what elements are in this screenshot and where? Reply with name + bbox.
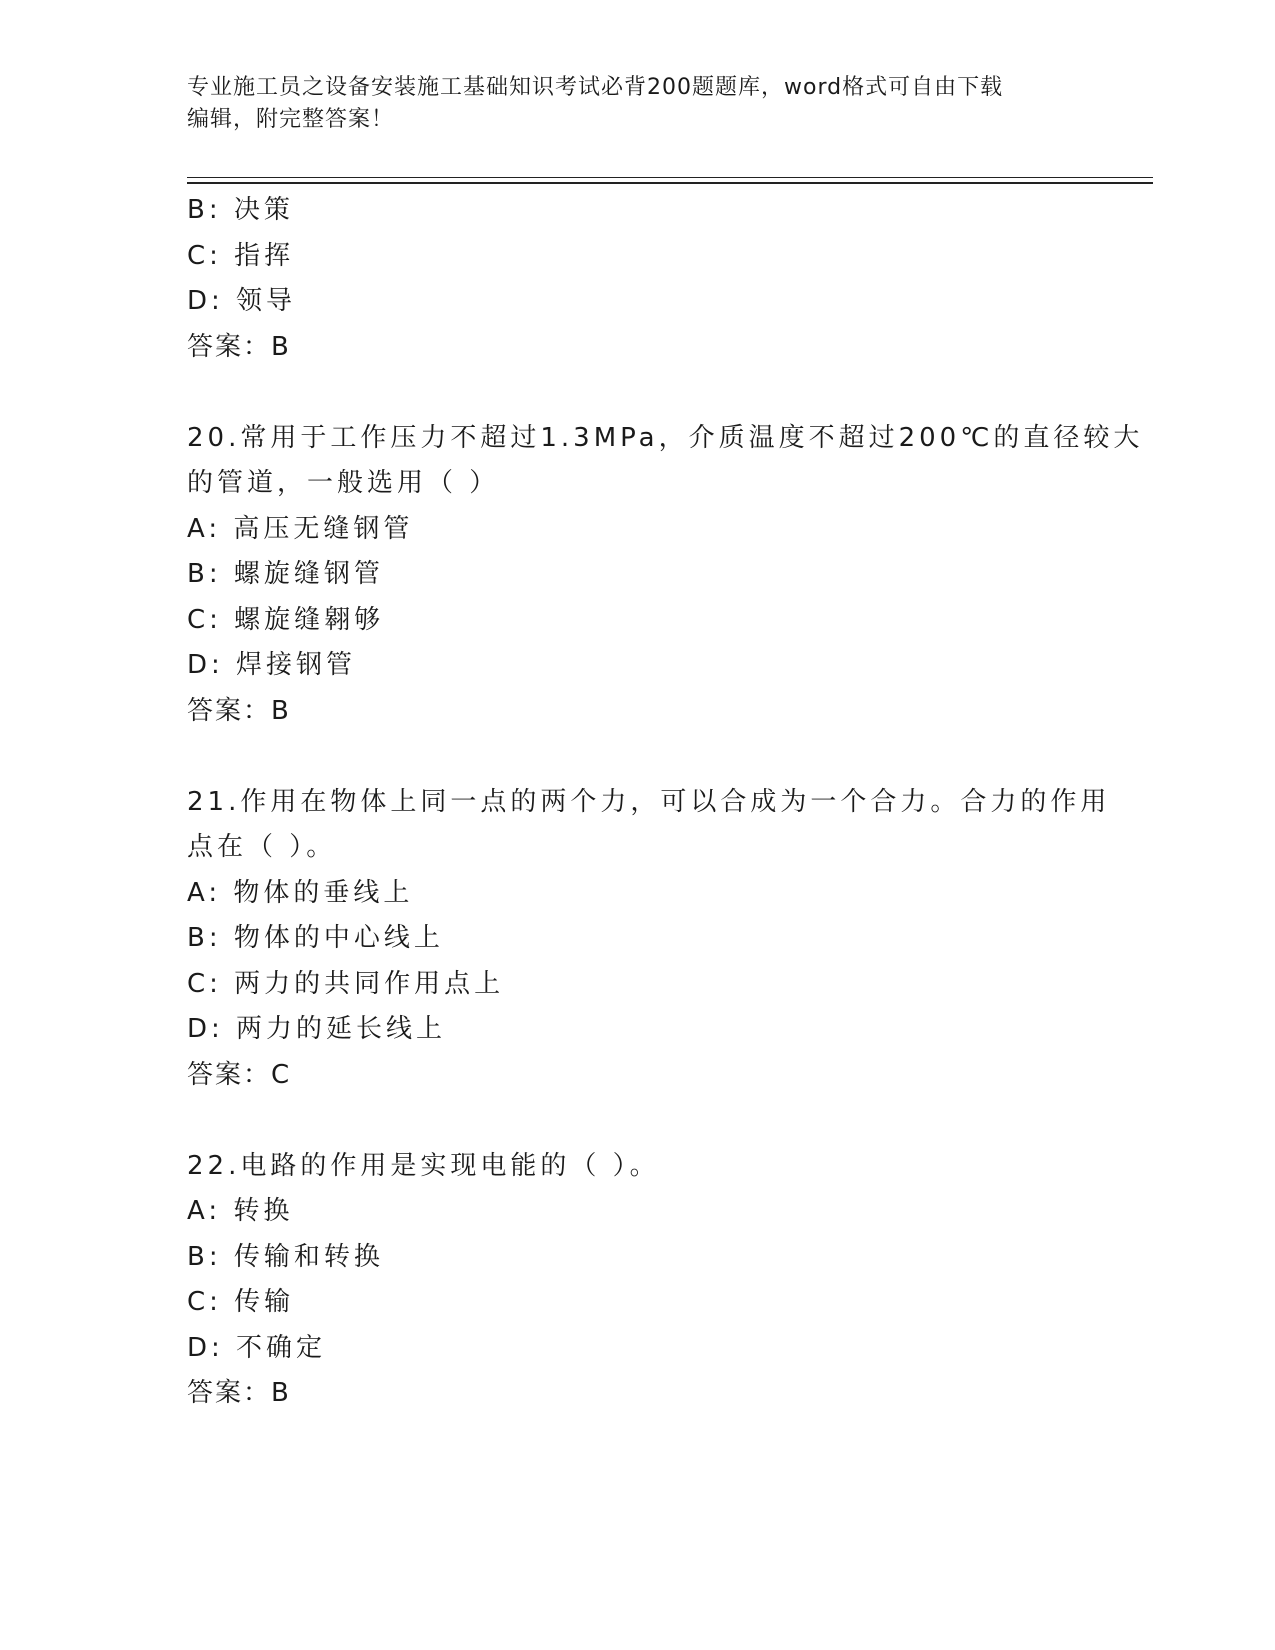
question-21-answer: 答案：C <box>187 1059 292 1090</box>
header-divider-thick <box>187 182 1153 184</box>
question-20-stem-line-1: 20.常用于工作压力不超过1.3MPa，介质温度不超过200℃的直径较大 <box>187 422 1144 453</box>
question-21-stem-line-2: 点在（ ）。 <box>187 832 337 862</box>
question-21-option-a: A: 物体的垂线上 <box>187 877 414 908</box>
question-20-option-a: A: 高压无缝钢管 <box>187 513 414 544</box>
question-21-option-b: B: 物体的中心线上 <box>187 923 444 953</box>
question-20-answer: 答案：B <box>187 695 291 726</box>
question-19-option-c: C: 指挥 <box>187 240 295 271</box>
question-20-option-c: C: 螺旋缝翱够 <box>187 604 385 635</box>
question-22-option-a: A: 转换 <box>187 1196 294 1226</box>
question-22-block <box>187 1144 1087 1417</box>
question-22-answer: 答案：B <box>187 1378 291 1408</box>
question-20-option-d: D: 焊接钢管 <box>187 650 357 680</box>
question-22-option-c: C: 传输 <box>187 1287 295 1317</box>
header-title-line-1: 专业施工员之设备安装施工基础知识考试必背200题题库，word格式可自由下载 <box>187 75 1004 100</box>
question-22-option-d: D: 不确定 <box>187 1332 327 1363</box>
question-19-option-b: B: 决策 <box>187 195 294 225</box>
question-19-option-d: D: 领导 <box>187 286 297 316</box>
question-22-option-b: B: 传输和转换 <box>187 1241 384 1272</box>
spacer <box>187 1098 1087 1144</box>
question-21-option-d: D: 两力的延长线上 <box>187 1014 447 1044</box>
question-21-option-c: C: 两力的共同作用点上 <box>187 968 505 999</box>
question-19-block <box>187 188 1087 370</box>
spacer <box>187 370 1087 416</box>
question-20-block <box>187 416 1144 735</box>
document-header <box>187 72 1087 136</box>
document-body <box>187 188 1144 1417</box>
header-divider-thin <box>187 177 1153 178</box>
header-title-line-2: 编辑，附完整答案！ <box>187 107 395 132</box>
question-22-stem-line-1: 22.电路的作用是实现电能的（ ）。 <box>187 1150 660 1181</box>
question-20-stem-line-2: 的管道，一般选用（ ） <box>187 468 500 498</box>
question-21-block <box>187 780 1111 1099</box>
spacer <box>187 734 1087 780</box>
question-21-stem-line-1: 21.作用在物体上同一点的两个力，可以合成为一个合力。合力的作用 <box>187 786 1111 817</box>
question-20-option-b: B: 螺旋缝钢管 <box>187 559 384 589</box>
question-19-answer: 答案：B <box>187 331 291 362</box>
